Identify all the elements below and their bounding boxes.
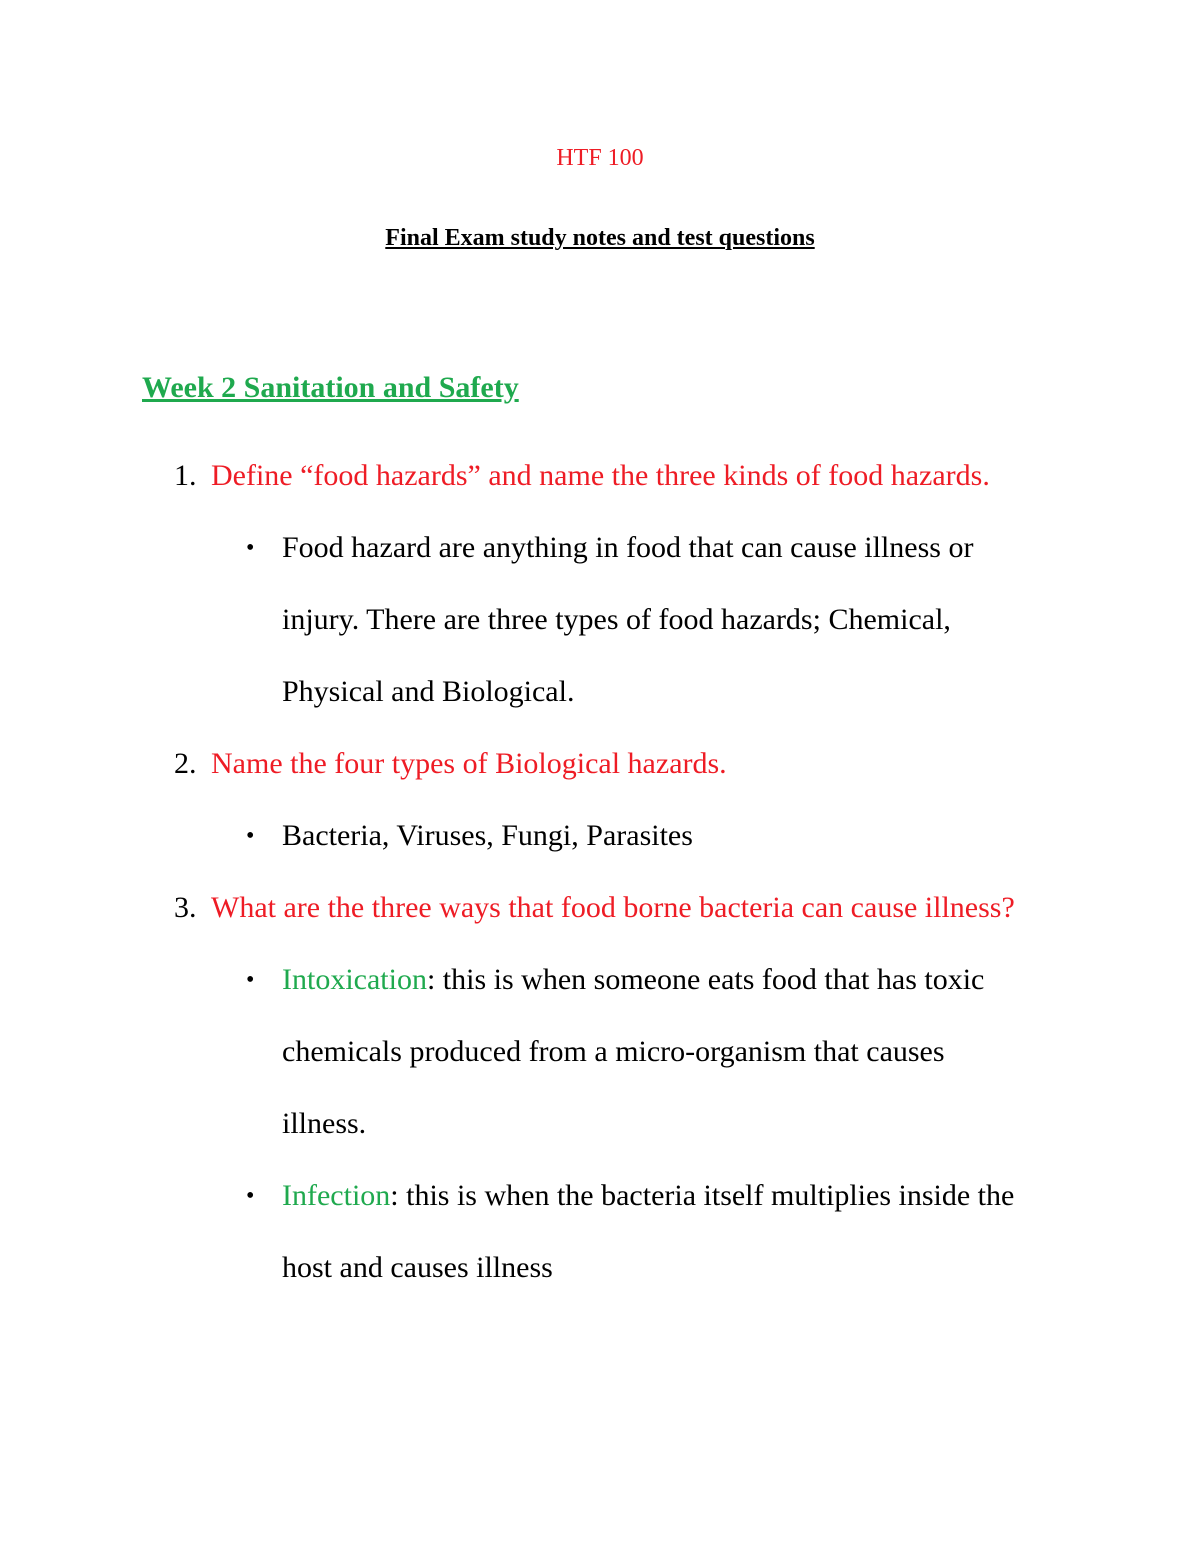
question-text: What are the three ways that food borne bacteria can cause illness? (211, 891, 1015, 924)
answer-term-rest: : this is when someone eats food that has toxic (426, 963, 985, 996)
answer-term: Infection (282, 1179, 391, 1212)
course-code: HTF 100 (556, 145, 644, 171)
bullet-dot-icon: • (246, 1183, 255, 1209)
answer-line: Bacteria, Viruses, Fungi, Parasites (282, 819, 693, 852)
answer-line: Food hazard are anything in food that can cause illness or (282, 531, 974, 564)
answer-line: chemicals produced from a micro-organism that causes (282, 1035, 945, 1068)
question-number: 1. (174, 459, 197, 492)
answer-line: Physical and Biological. (282, 675, 575, 708)
answer-term: Intoxication (282, 963, 427, 996)
question-number: 2. (174, 747, 197, 780)
answer-line: illness. (282, 1107, 367, 1140)
question-text: Name the four types of Biological hazards. (211, 747, 727, 780)
section-heading: Week 2 Sanitation and Safety (142, 371, 519, 404)
answer-line: injury. There are three types of food hazards; Chemical, (282, 603, 951, 636)
bullet-dot-icon: • (246, 967, 255, 993)
bullet-dot-icon: • (246, 535, 255, 561)
answer-term-rest: : this is when the bacteria itself multiplies inside the (390, 1179, 1015, 1212)
answer-first-line (282, 960, 984, 1000)
answer-line: host and causes illness (282, 1251, 553, 1284)
bullet-dot-icon: • (246, 823, 255, 849)
question-text: Define “food hazards” and name the three kinds of food hazards. (211, 459, 990, 492)
question-number: 3. (174, 891, 197, 924)
document-title: Final Exam study notes and test questions (385, 225, 815, 251)
answer-first-line (282, 1176, 1014, 1216)
